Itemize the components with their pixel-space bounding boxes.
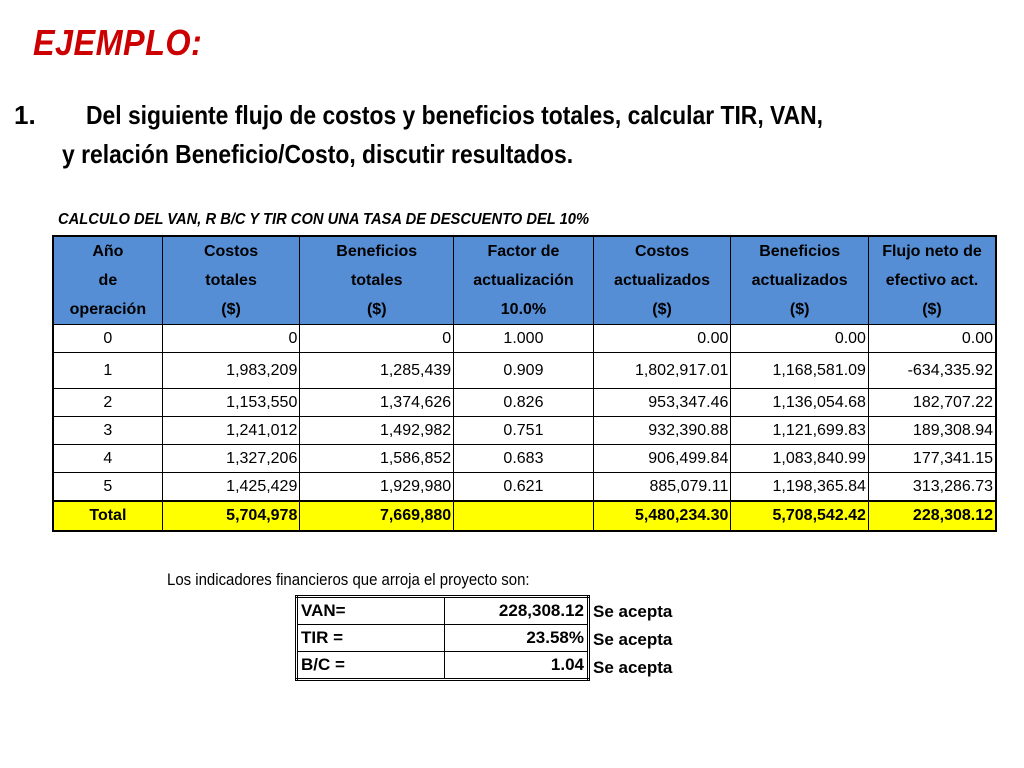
table-row [53,389,996,417]
cell-factor: 0.751 [454,417,594,445]
indicator-row-van [297,597,589,625]
cell-total-costs: 5,704,978 [162,501,300,531]
table-row [53,445,996,473]
table-header-row [53,236,996,325]
cell-disc-costs: 1,802,917.01 [593,353,731,389]
indicator-label: VAN= [297,597,445,625]
cell-disc-costs: 885,079.11 [593,473,731,502]
cell-factor: 1.000 [454,325,594,353]
cell-disc-costs: 932,390.88 [593,417,731,445]
cell-disc-benefits: 1,121,699.83 [731,417,869,445]
indicator-label: B/C = [297,652,445,680]
cell-disc-benefits: 0.00 [731,325,869,353]
cell-factor: 0.826 [454,389,594,417]
table-row [53,417,996,445]
cell-disc-benefits: 1,168,581.09 [731,353,869,389]
cell-disc-costs: 906,499.84 [593,445,731,473]
cell-net-flow: 182,707.22 [868,389,996,417]
cell-disc-benefits: 1,198,365.84 [731,473,869,502]
indicator-value: 228,308.12 [445,597,589,625]
cell-benefits: 1,929,980 [300,473,454,502]
problem-line-1: Del siguiente flujo de costos y beneficios totales, calcular TIR, VAN, [86,100,823,130]
header-year: Año de operación [53,236,162,325]
cell-costs: 1,983,209 [162,353,300,389]
table-total-row [53,501,996,531]
header-discounted-costs: Costos actualizados ($) [593,236,731,325]
cell-year: 0 [53,325,162,353]
cell-factor: 0.621 [454,473,594,502]
indicator-result-bc: Se acepta [593,658,673,677]
cell-benefits: 1,492,982 [300,417,454,445]
cell-total-label: Total [53,501,162,531]
problem-number: 1. [14,100,36,130]
cell-total-factor [454,501,594,531]
cell-total-net-flow: 228,308.12 [868,501,996,531]
cell-total-disc-benefits: 5,708,542.42 [731,501,869,531]
header-net-cash-flow: Flujo neto de efectivo act. ($) [868,236,996,325]
indicator-result-van: Se acepta [593,602,673,621]
slide-heading: EJEMPLO: [33,22,203,63]
cell-year: 3 [53,417,162,445]
cell-costs: 1,241,012 [162,417,300,445]
header-discounted-benefits: Beneficios actualizados ($) [731,236,869,325]
cell-benefits: 1,285,439 [300,353,454,389]
table-row [53,325,996,353]
cell-disc-benefits: 1,083,840.99 [731,445,869,473]
indicators-intro: Los indicadores financieros que arroja el proyecto son: [167,570,530,589]
indicator-row-bc [297,652,589,680]
cell-year: 4 [53,445,162,473]
cell-benefits: 1,374,626 [300,389,454,417]
problem-line-2: y relación Beneficio/Costo, discutir resultados. [62,139,574,169]
indicator-label: TIR = [297,625,445,652]
indicator-value: 1.04 [445,652,589,680]
cell-disc-costs: 953,347.46 [593,389,731,417]
header-total-benefits: Beneficios totales ($) [300,236,454,325]
indicators-table [295,595,590,681]
cell-costs: 1,327,206 [162,445,300,473]
cell-year: 2 [53,389,162,417]
cell-costs: 0 [162,325,300,353]
table-caption: CALCULO DEL VAN, R B/C Y TIR CON UNA TASA DE DESCUENTO DEL 10% [58,211,590,228]
header-discount-factor: Factor de actualización 10.0% [454,236,594,325]
cell-net-flow: 313,286.73 [868,473,996,502]
cell-net-flow: -634,335.92 [868,353,996,389]
cell-costs: 1,153,550 [162,389,300,417]
header-total-costs: Costos totales ($) [162,236,300,325]
cash-flow-table [52,235,997,532]
cell-benefits: 0 [300,325,454,353]
cell-total-benefits: 7,669,880 [300,501,454,531]
cell-costs: 1,425,429 [162,473,300,502]
cell-year: 5 [53,473,162,502]
cell-net-flow: 177,341.15 [868,445,996,473]
indicator-result-tir: Se acepta [593,630,673,649]
cell-disc-costs: 0.00 [593,325,731,353]
cell-year: 1 [53,353,162,389]
cell-net-flow: 189,308.94 [868,417,996,445]
cell-benefits: 1,586,852 [300,445,454,473]
cell-net-flow: 0.00 [868,325,996,353]
cell-disc-benefits: 1,136,054.68 [731,389,869,417]
cell-factor: 0.909 [454,353,594,389]
table-row [53,353,996,389]
table-row [53,473,996,502]
cell-factor: 0.683 [454,445,594,473]
indicator-value: 23.58% [445,625,589,652]
indicator-row-tir [297,625,589,652]
cell-total-disc-costs: 5,480,234.30 [593,501,731,531]
